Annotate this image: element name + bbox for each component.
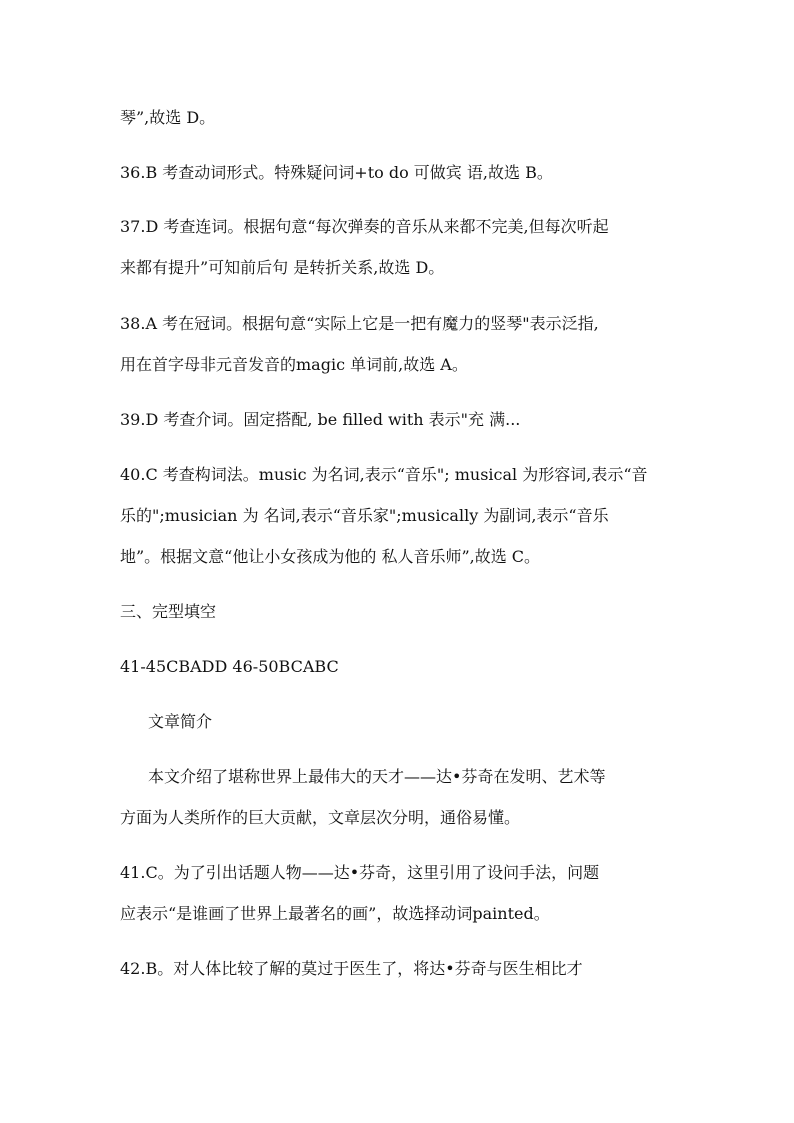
section-heading: 三、完型填空 [120,602,217,621]
text-line: 37.D 考查连词。根据句意“每次弹奏的音乐从来都不完美,但每次听起 [120,217,609,236]
text-line: 40.C 考查构词法。music 为名词,表示“音乐"; musical 为形容词,表示“音 [120,465,648,484]
text-line: 用在首字母非元音发音的magic 单词前,故选 A。 [120,355,468,374]
text-line: 地”。根据文意“他让小女孩成为他的 私人音乐师”,故选 C。 [120,547,541,566]
answer-key-line: 41-45CBADD 46-50BCABC [120,657,339,676]
text-line: 方面为人类所作的巨大贡献，文章层次分明，通俗易懂。 [120,808,521,827]
text-line: 36.B 考查动词形式。特殊疑问词+to do 可做宾 语,故选 B。 [120,163,553,182]
subsection-heading: 文章简介 [148,712,213,731]
text-line: 应表示“是谁画了世界上最著名的画”，故选择动词painted。 [120,904,550,923]
text-line: 38.A 考在冠词。根据句意“实际上它是一把有魔力的竖琴"表示泛指, [120,314,599,333]
text-line: 来都有提升”可知前后句 是转折关系,故选 D。 [120,258,445,277]
text-line: 琴”,故选 D。 [120,108,216,127]
text-line: 42.B。对人体比较了解的莫过于医生了，将达•芬奇与医生相比才 [120,959,583,978]
text-line: 本文介绍了堪称世界上最伟大的天才——达•芬奇在发明、艺术等 [148,767,606,786]
text-line: 乐的";musician 为 名词,表示“音乐家";musically 为副词,表示“音乐 [120,506,609,525]
text-line: 41.C。为了引出话题人物——达•芬奇，这里引用了设问手法，问题 [120,863,600,882]
text-line: 39.D 考查介词。固定搭配, be filled with 表示"充 满... [120,410,521,429]
